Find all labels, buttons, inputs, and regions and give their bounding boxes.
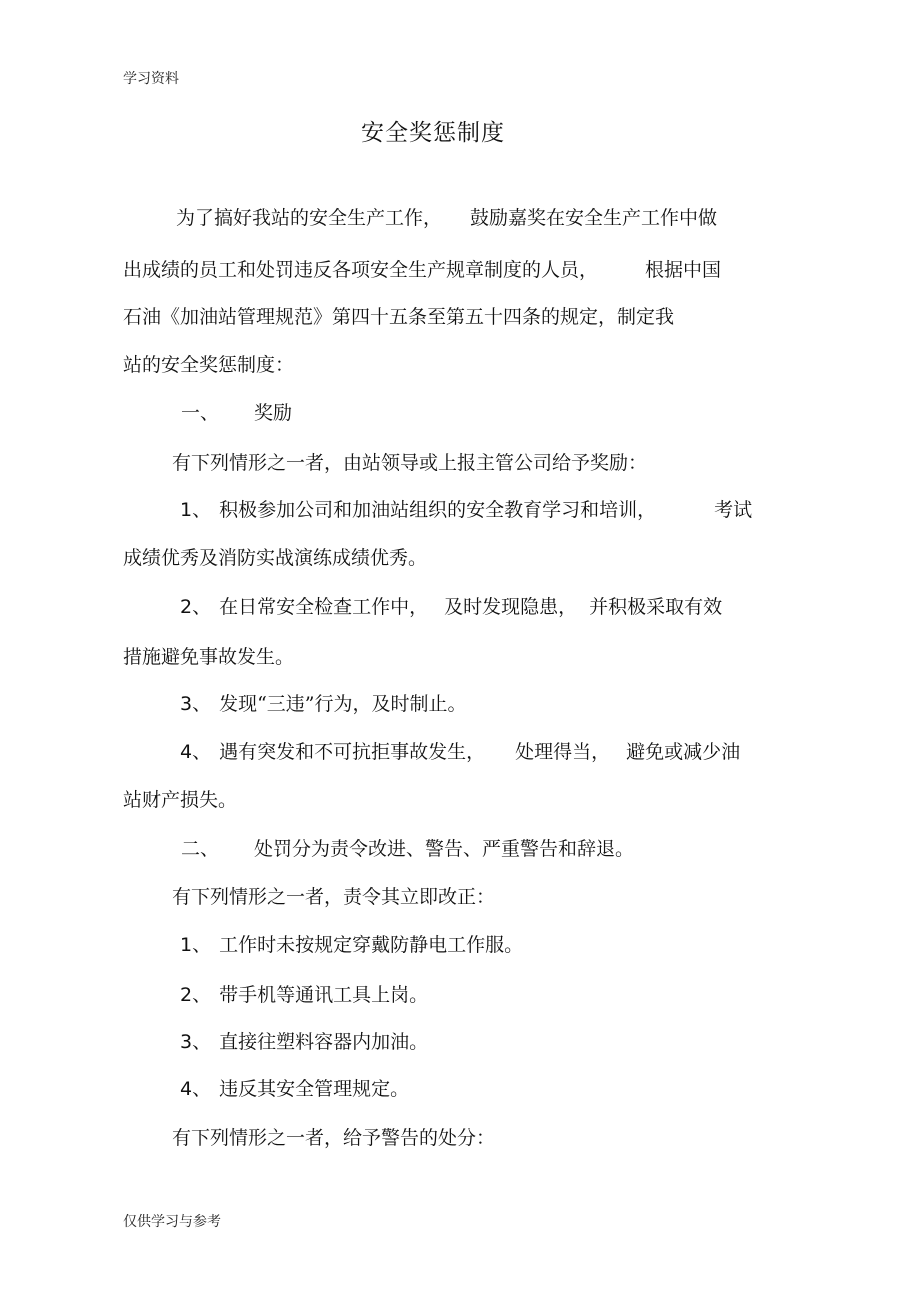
penalty-item-3 [180, 1030, 428, 1054]
reward-item-2-text-b: 及时发现隐患， [444, 596, 578, 618]
reward-item-4-text-c: 避免或减少油 [626, 741, 741, 763]
reward-item-3 [180, 692, 467, 716]
intro-line-4: 站的安全奖惩制度： [123, 354, 295, 376]
reward-item-1-continuation: 成绩优秀及消防实战演练成绩优秀。 [123, 547, 428, 569]
section-1-title: 奖励 [254, 402, 293, 424]
reward-item-3-text: 发现“三违”行为，及时制止。 [219, 693, 467, 715]
section-1-heading [181, 401, 292, 425]
reward-item-1-text-b: 考试 [714, 499, 753, 521]
page-header: 学习资料 [123, 71, 179, 87]
intro-line-1-b: 鼓励嘉奖在安全生产工作中做 [470, 207, 718, 229]
intro-line-2 [123, 258, 721, 282]
reward-item-1 [180, 498, 752, 522]
reward-item-4-text-a: 遇有突发和不可抗拒事故发生， [219, 741, 486, 763]
reward-item-2-text-c: 并积极采取有效 [589, 596, 723, 618]
section-2-lead-2: 有下列情形之一者，给予警告的处分： [172, 1127, 496, 1149]
section-2-number: 二、 [181, 838, 220, 860]
reward-item-2-text-a: 在日常安全检查工作中， [219, 596, 429, 618]
penalty-item-4 [180, 1077, 409, 1101]
reward-item-1-text-a: 积极参加公司和加油站组织的安全教育学习和培训， [219, 499, 657, 521]
penalty-item-1 [180, 933, 523, 957]
penalty-item-4-number: 4、 [180, 1078, 212, 1100]
section-1-number: 一、 [181, 402, 220, 424]
intro-line-1 [176, 206, 717, 230]
document-title: 安全奖惩制度 [361, 120, 505, 146]
penalty-item-2-number: 2、 [180, 984, 212, 1006]
reward-item-1-number: 1、 [180, 499, 212, 521]
reward-item-4-number: 4、 [180, 741, 212, 763]
reward-item-3-number: 3、 [180, 693, 212, 715]
reward-item-4 [180, 740, 740, 764]
section-2-title: 处罚分为责令改进、警告、严重警告和辞退。 [254, 838, 635, 860]
penalty-item-2 [180, 983, 428, 1007]
penalty-item-2-text: 带手机等通讯工具上岗。 [219, 984, 429, 1006]
intro-line-2-b: 根据中国 [645, 259, 722, 281]
section-2-heading [181, 837, 634, 861]
penalty-item-1-number: 1、 [180, 934, 212, 956]
reward-item-2-number: 2、 [180, 596, 212, 618]
intro-line-2-a: 出成绩的员工和处罚违反各项安全生产规章制度的人员， [123, 259, 599, 281]
reward-item-2-continuation: 措施避免事故发生。 [123, 646, 295, 668]
penalty-item-1-text: 工作时未按规定穿戴防静电工作服。 [219, 934, 524, 956]
page-footer: 仅供学习与参考 [123, 1214, 221, 1230]
reward-item-4-text-b: 处理得当， [515, 741, 611, 763]
section-2-lead-1: 有下列情形之一者，责令其立即改正： [172, 886, 496, 908]
section-1-lead: 有下列情形之一者，由站领导或上报主管公司给予奖励： [172, 452, 648, 474]
reward-item-4-continuation: 站财产损失。 [123, 789, 238, 811]
reward-item-2 [180, 595, 722, 619]
intro-line-3: 石油《加油站管理规范》第四十五条至第五十四条的规定，制定我 [123, 306, 675, 328]
intro-line-1-a: 为了搞好我站的安全生产工作， [176, 207, 443, 229]
penalty-item-3-text: 直接往塑料容器内加油。 [219, 1031, 429, 1053]
penalty-item-3-number: 3、 [180, 1031, 212, 1053]
penalty-item-4-text: 违反其安全管理规定。 [219, 1078, 410, 1100]
